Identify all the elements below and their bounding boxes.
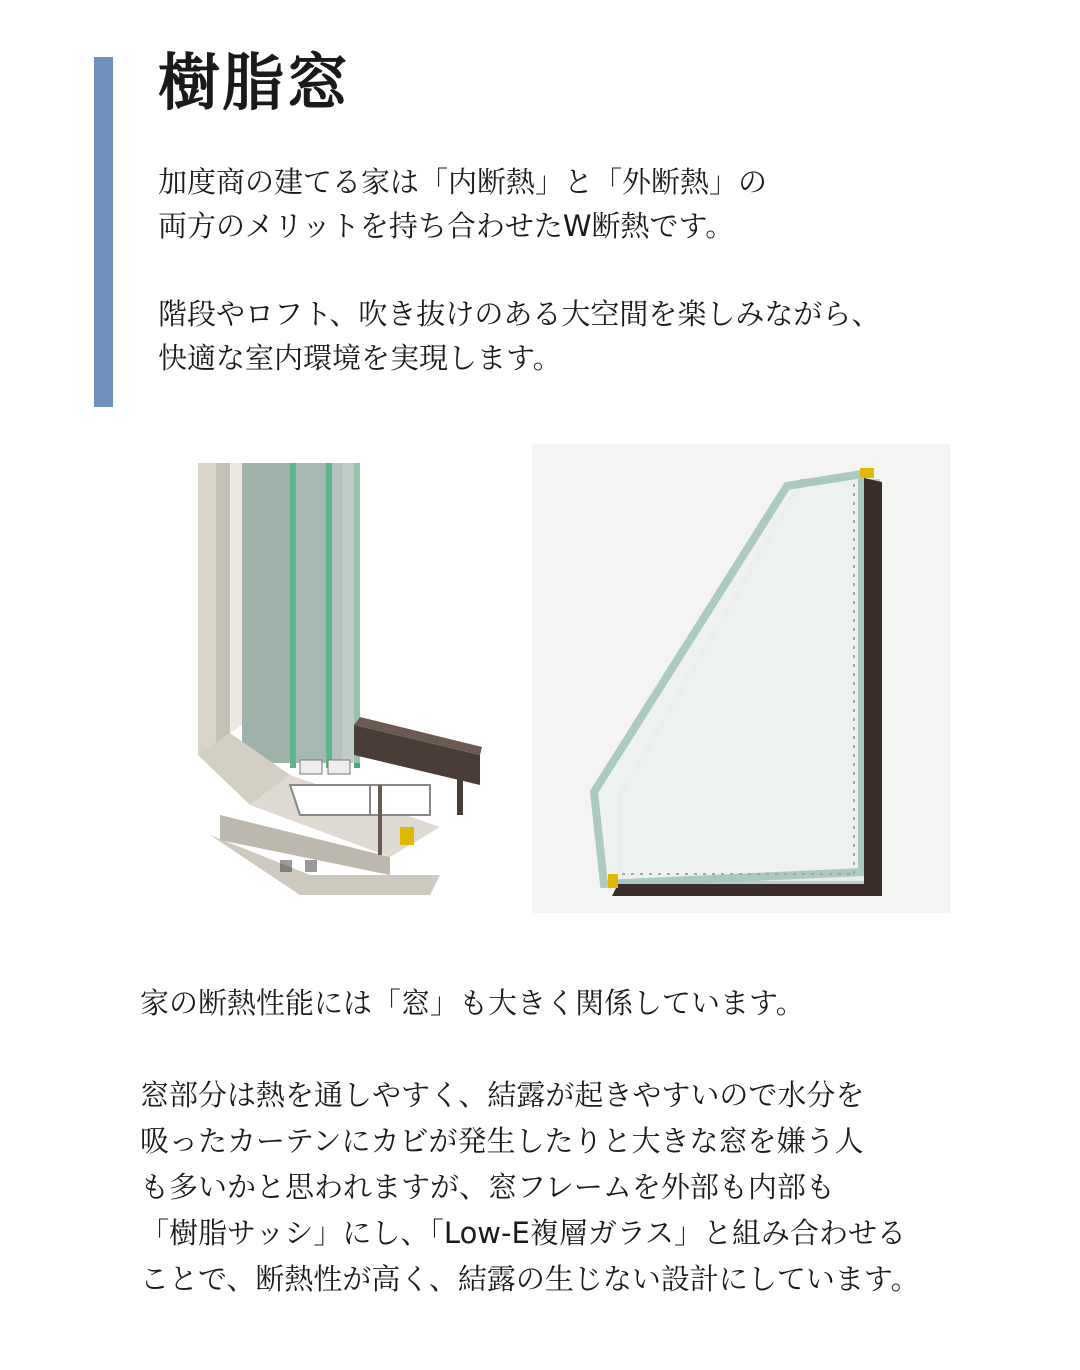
text-line: 「樹脂サッシ」にし、「Low-E複層ガラス」と組み合わせる <box>140 1216 906 1250</box>
text-line: 両方のメリットを持ち合わせたW断熱です。 <box>158 209 735 243</box>
low-e-glass-image <box>532 444 950 913</box>
intro-text <box>158 160 1038 380</box>
body-text <box>140 980 1060 1302</box>
text-line: 快適な室内環境を実現します。 <box>158 341 562 375</box>
page-title: 樹脂窓 <box>158 46 351 119</box>
body-paragraph-2 <box>140 1072 1060 1302</box>
intro-paragraph-2 <box>158 292 1038 380</box>
text-line: 吸ったカーテンにカビが発生したりと大きな窓を嫌う人 <box>140 1124 864 1158</box>
intro-paragraph-1 <box>158 160 1038 248</box>
text-line: 加度商の建てる家は「内断熱」と「外断熱」の <box>158 165 768 199</box>
resin-window-frame-image <box>190 455 490 915</box>
title-accent-bar <box>94 57 113 407</box>
text-line: も多いかと思われますが、窓フレームを外部も内部も <box>140 1170 835 1204</box>
body-paragraph-1 <box>140 980 1060 1026</box>
text-line: ことで、断熱性が高く、結露の生じない設計にしています。 <box>140 1262 920 1296</box>
text-line: 窓部分は熱を通しやすく、結露が起きやすいので水分を <box>140 1078 865 1112</box>
text-line: 階段やロフト、吹き抜けのある大空間を楽しみながら、 <box>158 297 881 331</box>
text-line: 家の断熱性能には「窓」も大きく関係しています。 <box>140 986 805 1020</box>
